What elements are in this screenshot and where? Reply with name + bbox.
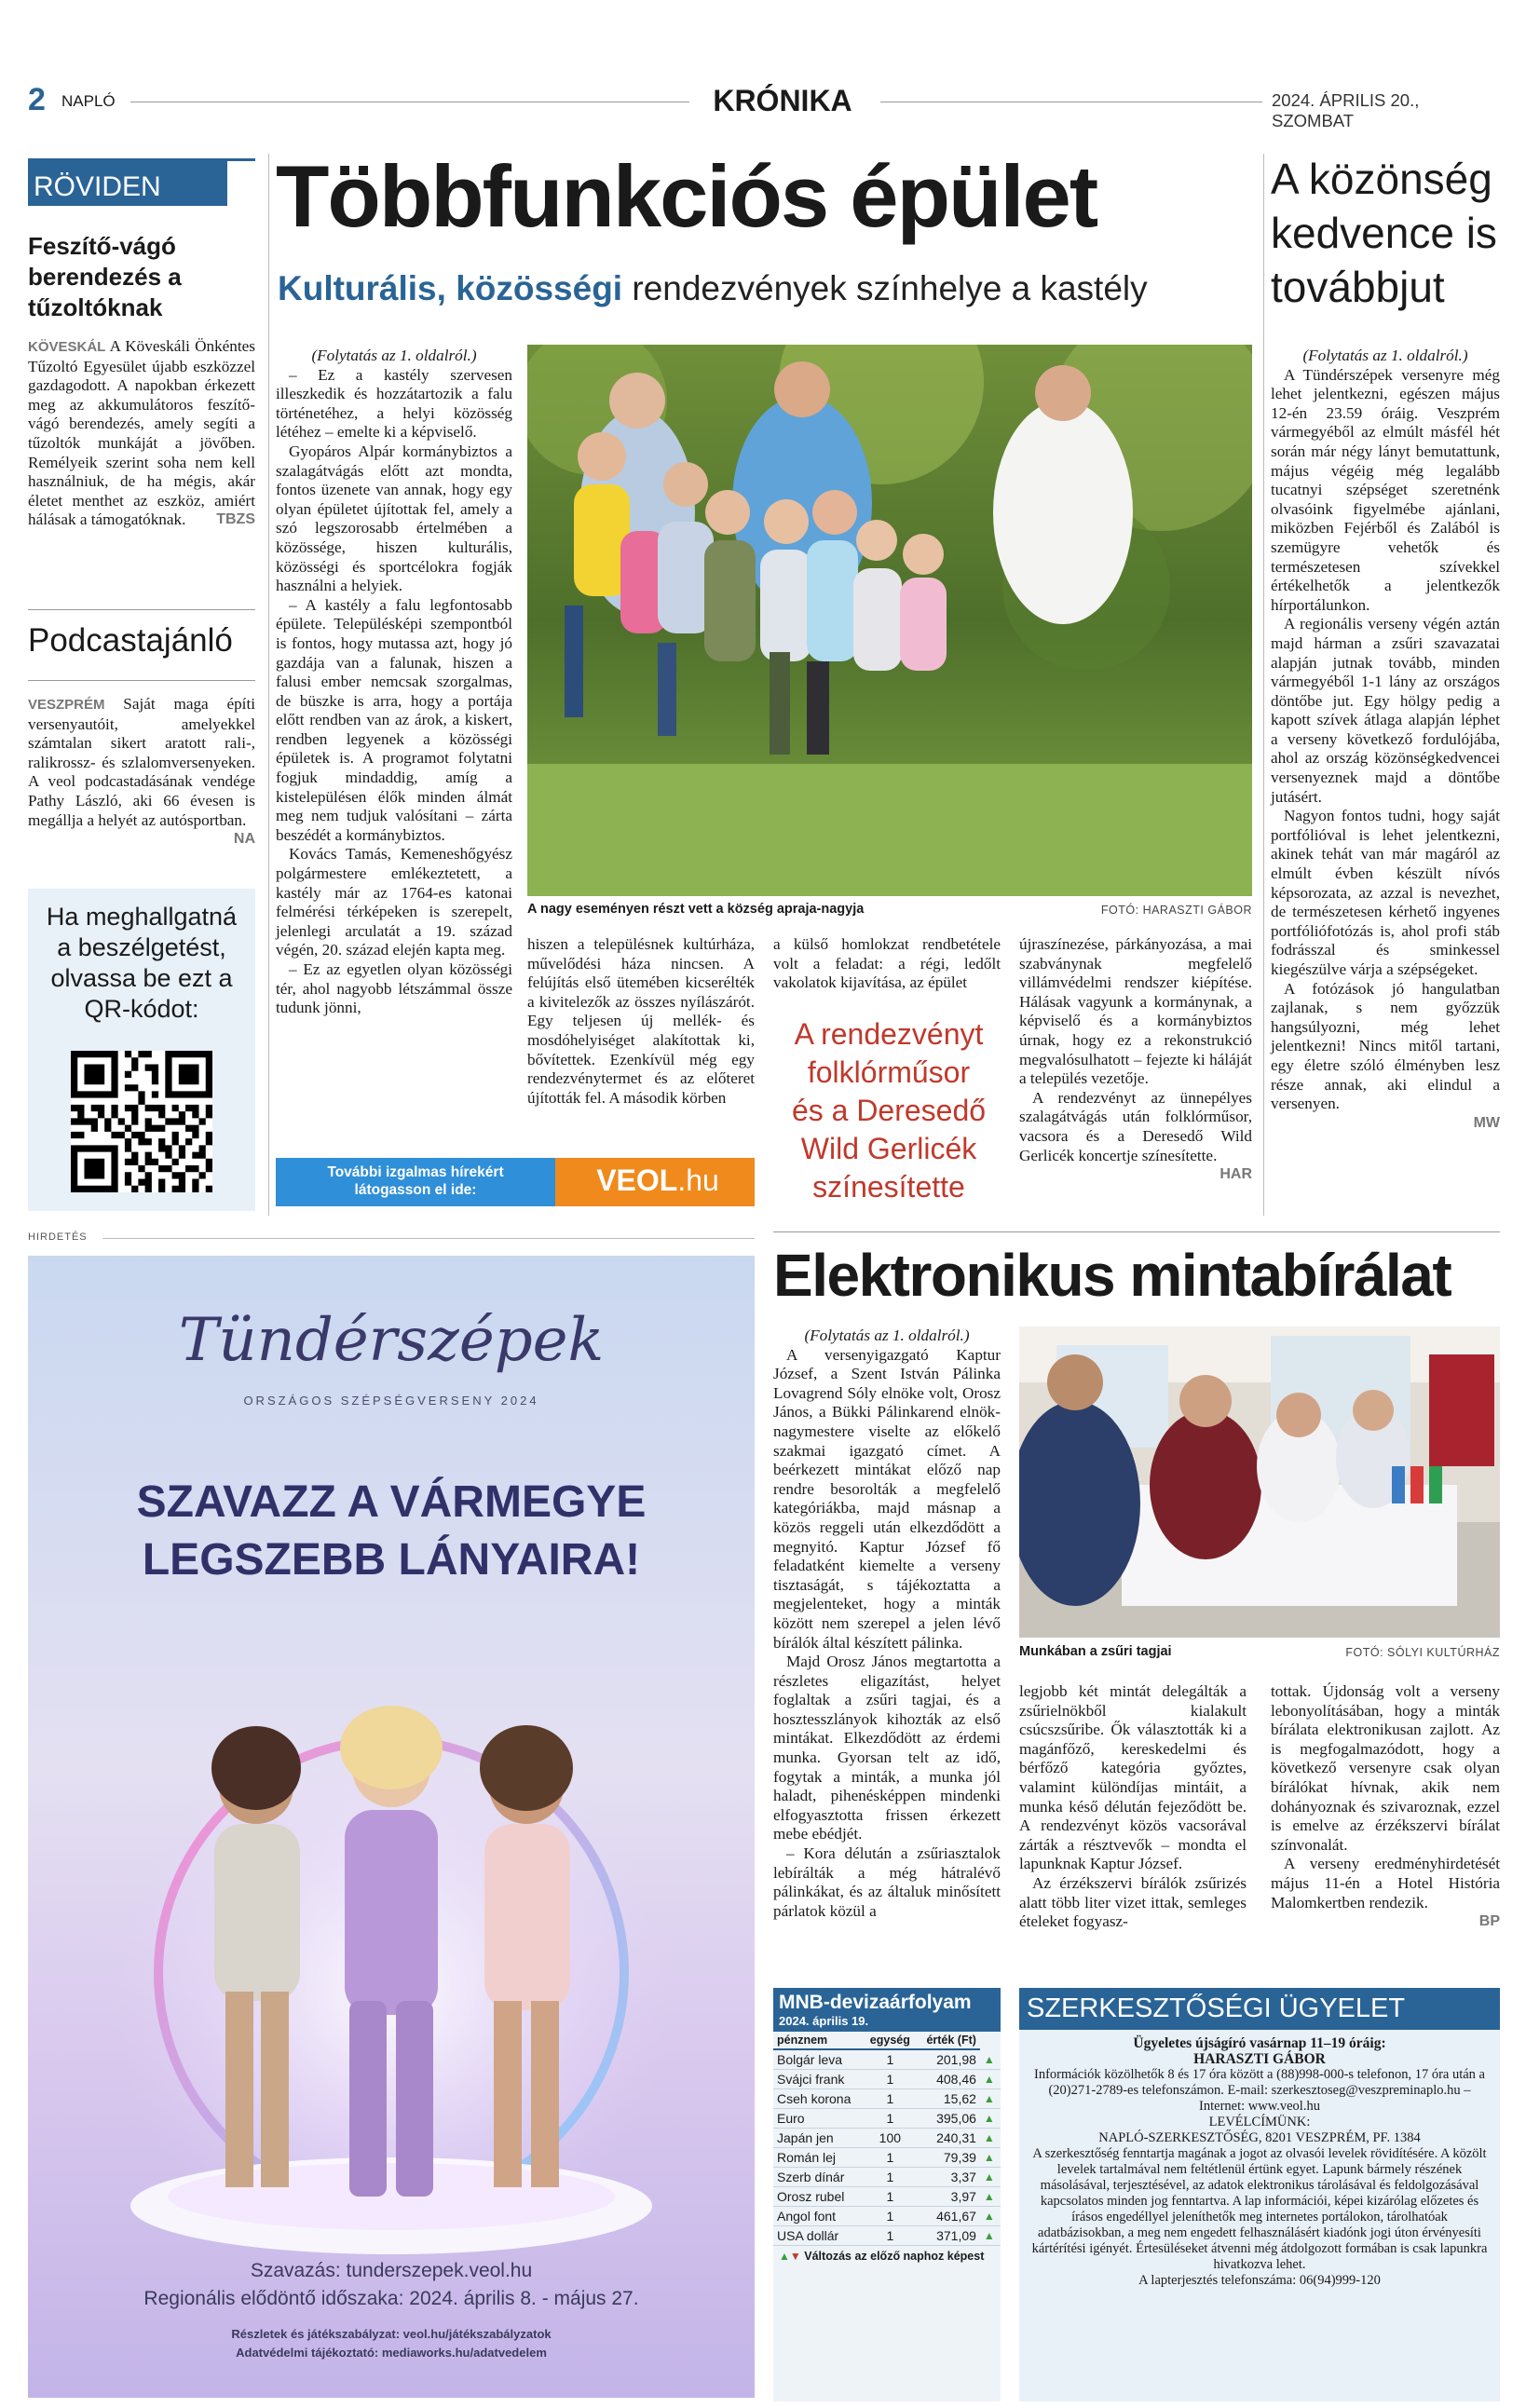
- up-arrow-icon: ▲: [980, 2129, 1001, 2148]
- fx-value: 3,37: [917, 2168, 980, 2187]
- right-article: (Folytatás az 1. oldalról.) A Tündérszépek versenyre még lehet jelentkezni, egészen május 12-én 23.59 óráig. Veszprém vármegyéből az elmúlt másfél hét során már négy lányt bemutattunk, május végéig még legalább tucatnyi szépséget szeretnénk olvasóink figyelmébe ajánlani, miközben Fejérből és Zalából is szemügyre vehetők és természetesen szívekkel értékelhetők a jelentkezők hírportálunkon. A regionális verseny végén aztán majd hárman a zsűri szavazatai alapján jutnak tovább, minden vármegyéből 1-1 lány az országos döntőbe jut. Egy hölgy pedig a kapott szívek átlaga alapján léphet a verseny következő fordulójába, ahol az ország közönségkedvencei versenyeznek majd a döntőbe jutásért. Nagyon fontos tudni, hogy saját portfólióval is lehet jelentkezni, akinek tehát van már magáról az elmúlt évben készült nívós képsorozata, az azzal is nevezhet, de természetesen kérhető ingyenes portfóliófotózás is, ahol profi stáb fodrásszal és sminkessel kiegészülve várja a szépségeket. A fotózások jó hangulatban zajlanak, s nem győzzük hangsúlyozni, még lehet jelentkezni! Nincs mitől tartani, egy életre szóló élményben lesz része annak, aki elindul a versenyen. MW: [1271, 347, 1500, 1131]
- qr-code-icon[interactable]: [71, 1051, 212, 1192]
- podcast-article: VESZPRÉM Saját maga építi versenyautóit, amelyekkel számtalan sikert aratott rali-, ralikrossz- és szlalomversenyeken. A veol podcastadásának vendége Pathy László, aki 66 évesen is megállja a helyét az autósportban. NA: [28, 695, 255, 848]
- fx-row: [773, 2187, 1001, 2207]
- jury-photo-image: [1019, 1326, 1500, 1638]
- fx-currency: Japán jen: [773, 2129, 864, 2148]
- jury-photo-caption: Munkában a zsűri tagjai: [1019, 1644, 1172, 1659]
- up-arrow-icon: ▲: [980, 2109, 1001, 2129]
- fx-unit: 1: [864, 2168, 917, 2187]
- main-subhead: Kulturális, közösségi rendezvények színhelye a kastély: [278, 269, 1148, 307]
- page-number: 2: [28, 82, 46, 117]
- section-title: KRÓNIKA: [713, 84, 852, 117]
- ad-logo: Tündérszépek: [178, 1306, 605, 1375]
- fx-value: 408,46: [917, 2070, 980, 2089]
- fx-row: [773, 2168, 1001, 2187]
- up-arrow-icon: ▲: [980, 2168, 1001, 2187]
- elektronikus-col1: (Folytatás az 1. oldalról.) A versenyigazgató Kaptur József, a Szent István Pálinka Lovagrend Sóly elnöke volt, Orosz János, a Bükki Pálinkarend elnök-nagymestere viselte az előkelő szakmai igazgató címet. A beérkezett mintákat előző nap rendre besorolták a megfelelő kategóriákba, majd másnap a közös reggeli után elkezdődött a megnyitó. Kaptur József fő feladatként kiemelte a verseny tisztaságát, s tájékoztatta a megjelenteket, hogy a minták között nem szerepel a jelen lévő bírálók által készített pálinka. Majd Orosz János megtartotta a részletes eligazítást, helyet foglaltak a zsűri tagjai, és a hosztesszlányok kihozták az első mintákat. Elkezdődött az érdemi munka. Gyorsan telt az idő, fogytak a minták, a munka jól haladt, pihenésképpen mindenki elfogyasztotta frissen érkezett mebe ebédjét. – Kora délután a zsűriasztalok lebírálták a még hátralévő pálinkákat, és az általuk minősített párlatok közül a: [773, 1326, 1001, 1920]
- ad-vote-url[interactable]: Szavazás: tunderszepek.veol.hu: [250, 2260, 533, 2281]
- paper-name: NAPLÓ: [61, 92, 116, 110]
- qr-box: [28, 889, 255, 1211]
- roviden-label: RÖVIDEN: [28, 158, 255, 218]
- up-arrow-icon: ▲: [980, 2070, 1001, 2089]
- fx-unit: 1: [864, 2089, 917, 2109]
- fx-value: 79,39: [917, 2148, 980, 2168]
- up-arrow-icon: ▲: [980, 2148, 1001, 2168]
- main-pullquote: A rendezvényt folklórműsor és a Deresedő Wild Gerlicék színesítette: [791, 1017, 987, 1204]
- main-headline: Többfunkciós épület: [276, 147, 1097, 245]
- fx-unit: 1: [864, 2207, 917, 2226]
- issue-date: 2024. ÁPRILIS 20., SZOMBAT: [1272, 90, 1420, 130]
- fx-unit: 1: [864, 2070, 917, 2089]
- fx-value: 3,97: [917, 2187, 980, 2207]
- fx-row: [773, 2148, 1001, 2168]
- veol-logo: VEOL.hu: [596, 1163, 719, 1197]
- fx-currency: Szerb dínár: [773, 2168, 864, 2187]
- main-col3: a külső homlokzat rendbetétele volt a feladat: a régi, ledőlt vakolatok kijavítása, az épület: [773, 935, 1001, 992]
- up-arrow-icon: ▲: [980, 2207, 1001, 2226]
- jury-photo: [1019, 1326, 1500, 1638]
- up-arrow-icon: ▲: [980, 2049, 1001, 2070]
- fx-value: 201,98: [917, 2049, 980, 2070]
- elektronikus-col2: legjobb két mintát delegálták a zsűrielnökből kialakult csúcszsűribe. Ők választották ki a magánfőző, kereskedelmi és bérfőző kategória győztes, valamint különdíjas mintáit, a munka késő délután fejeződött be. A rendezvényt közös vacsorával zárták a résztvevők – mondta el lapunknak Kaptur József. Az érzékszervi bírálók zsűrizés alatt több liter vizet ittak, semleges ételeket fogyasz-: [1019, 1682, 1247, 1931]
- fx-value: 15,62: [917, 2089, 980, 2109]
- fx-currency: Bolgár leva: [773, 2049, 864, 2070]
- up-arrow-icon: ▲: [980, 2187, 1001, 2207]
- fx-value: 461,67: [917, 2207, 980, 2226]
- fx-row: [773, 2207, 1001, 2226]
- elektronikus-headline: Elektronikus mintabírálat: [773, 1242, 1451, 1309]
- fx-row: [773, 2049, 1001, 2070]
- fx-unit: 1: [864, 2226, 917, 2246]
- tunderszepek-ad[interactable]: [28, 1256, 755, 2398]
- elektronikus-col3: tottak. Újdonság volt a verseny lebonyolításában, hogy a minták bírálata elektronikusan zajlott. Az is megfogalmazódott, hogy a következő versenyre csak olyan bírálókat hívnak, akik nem dohányoznak és szivaroznak, ezzel is emelve az érzékszervi bírálat színvonalát. A verseny eredményhirdetését május 11-én a Hotel Históriа Malomkertben rendezik. BP: [1271, 1682, 1500, 1930]
- ugyelet-box: SZERKESZTŐSÉGI ÜGYELET Ügyeletes újságíró vasárnap 11–19 óráig: HARASZTI GÁBOR Információk közölhetők 8 és 17 óra között a (88)998-000-s telefonon, 17 óra után a (20)271-2789-es telefonszámon. E-mail: szerkesztoseg@veszpreminaplo.hu – Internet: www.veol.hu LEVÉLCÍMÜNK: NAPLÓ-SZERKESZTŐSÉG, 8201 VESZPRÉM, PF. 1384 A szerkesztőség fenntartja magának a jogot az olvasói levelek rövidítésére. A közölt levelek tartalmával nem feltétlenül értünk egyet. Lapunk bármely részének másolásával, terjesztésével, az adatok elektronikus tárolásával és feldolgozásával kapcsolatos minden jog fenntartva. A lap információi, képei kizárólag előzetes és írásos engedéllyel jeleníthetők meg internetes portálokon, tárolhatóak adatbázisokban, a meg nem engedett felhasználásért kiadónk jogi úton érvényesíti kártérítési igényét. Értesüléseket átvenni még átdolgozott formában is csak lapunkra hivatkozva lehet. A lapterjesztés telefonszáma: 06(94)999-120: [1019, 1988, 1500, 2401]
- fx-title: MNB-devizaárfolyam: [773, 1988, 1001, 2014]
- fx-unit: 1: [864, 2049, 917, 2070]
- fx-unit: 100: [864, 2129, 917, 2148]
- veol-banner[interactable]: [276, 1158, 755, 1206]
- veol-banner-text: További izgalmas hírekért látogasson el ide:: [327, 1164, 504, 1198]
- main-photo-credit: FOTÓ: HARASZTI GÁBOR: [1100, 904, 1252, 917]
- right-headline: A közönség kedvence is továbbjut: [1271, 155, 1497, 311]
- ad-label: HIRDETÉS: [28, 1231, 88, 1243]
- ugyelet-title: SZERKESZTŐSÉGI ÜGYELET: [1019, 1988, 1500, 2030]
- fx-currency: Román lej: [773, 2148, 864, 2168]
- fx-currency: Cseh korona: [773, 2089, 864, 2109]
- fx-currency: Orosz rubel: [773, 2187, 864, 2207]
- fx-row: [773, 2070, 1001, 2089]
- fx-currency: Angol font: [773, 2207, 864, 2226]
- fx-row: [773, 2226, 1001, 2246]
- fx-unit: 1: [864, 2187, 917, 2207]
- fx-row: [773, 2129, 1001, 2148]
- fx-currency: Euro: [773, 2109, 864, 2129]
- jury-photo-credit: FOTÓ: SÓLYI KULTÚRHÁZ: [1345, 1646, 1500, 1659]
- fx-table: pénznem egység érték (Ft) Bolgár leva 1 201,98 ▲ Svájci frank 1 408,46 ▲ Cseh korona 1 15,62 ▲ Euro 1 395,06 ▲ Japán jen 100 240,31 ▲ Román lej 1 79,39 ▲ Szerb dínár 1 3,37 ▲ Orosz rubel 1 3,97 ▲ Angol font 1 461,67 ▲ USA dollár 1 371,09 ▲: [773, 2032, 1001, 2246]
- ad-fine-print-2: Adatvédelmi tájékoztató: mediaworks.hu/adatvedelem: [236, 2346, 547, 2360]
- main-col4: újraszínezése, párkányozása, a mai szabványnak megfelelő villámvédelmi rendszer kiépítése. Hálásak vagyunk a kormánynak, a képviselő és a kormánybiztos úrnak, hogy ez a rekonstrukció megvalósulhatott – fejezte ki háláját a település vezetője. A rendezvényt az ünnepélyes szalagátvágás után folklórműsor, vacsora és a Deresedő Wild Gerlicék koncertje színesítette. HAR: [1019, 935, 1252, 1183]
- ad-fine-print-1: Részletek és játékszabályzat: veol.hu/játékszabályzatok: [231, 2327, 552, 2341]
- page-header: [28, 82, 1498, 130]
- fx-currency: Svájci frank: [773, 2070, 864, 2089]
- ad-stage-illustration: [28, 1628, 755, 2336]
- fx-value: 240,31: [917, 2129, 980, 2148]
- fx-value: 395,06: [917, 2109, 980, 2129]
- fx-footnote: ▲▼ Változás az előző naphoz képest: [779, 2250, 985, 2263]
- fx-row: [773, 2109, 1001, 2129]
- main-photo-caption: A nagy eseményen részt vett a község apraja-nagyja: [527, 902, 865, 917]
- roviden-article: KÖVESKÁL A Köveskáli Önkéntes Tűzoltó Egyesület újabb eszközzel gazdagodott. A napokban érkezett meg az akkumulátoros feszítő-vágó berendezés, amely segíti a tűzoltók munkáját a jövőben. Remélyeik szerint soha nem kell használniuk, de ha mégis, akár életet menthet az eszköz, amiért hálásak a támogatóknak. TBZS: [28, 337, 255, 529]
- fx-value: 371,09: [917, 2226, 980, 2246]
- fx-row: [773, 2089, 1001, 2109]
- qr-box-text: Ha meghallgatná a beszélgetést, olvassa be ezt a QR-kódot:: [46, 903, 238, 1023]
- up-arrow-icon: ▲: [980, 2089, 1001, 2109]
- up-arrow-icon: ▲: [980, 2226, 1001, 2246]
- roviden-headline: Feszítő-vágó berendezés a tűzoltóknak: [28, 232, 182, 321]
- fx-unit: 1: [864, 2148, 917, 2168]
- main-col2: hiszen a településnek kultúrháza, művelődési háza nincsen. A felújítás első ütemében kicserélték a kivitelezők az összes nyílászárót. Egy teljesen új mellék- és mosdóhelyiséget alakítottak ki, bővítettek. Ezenkívül még egy rendezvénytermet és az előteret újították fel. A második körben: [527, 935, 755, 1107]
- children-photo-image: [527, 345, 1252, 896]
- fx-unit: 1: [864, 2109, 917, 2129]
- ad-logo-sub: ORSZÁGOS SZÉPSÉGVERSENY 2024: [243, 1394, 539, 1408]
- fx-currency: USA dollár: [773, 2226, 864, 2246]
- ad-period: Regionális elődöntő időszaka: 2024. április 8. - május 27.: [143, 2288, 639, 2309]
- podcast-title: Podcastajánló: [28, 622, 233, 659]
- main-col1: (Folytatás az 1. oldalról.) – Ez a kastély szervesen illeszkedik és hozzátartozik a falu történetéhez, a helyi közösség létéhez – emelte ki a képviselő. Gyopáros Alpár kormánybiztos a szalagátvágás előtt azt mondta, fontos üzenete van annak, hogy egy olyan épületet újítottak fel, amely a szó legszorosabb értelmében a közössége, hiszen kulturális, közösségi és sportcélokra fogják használni a helyiek. – A kastély a falu legfontosabb épülete. Településképi szempontból is fontos, hogy mutassa azt, hogy jó gazdája van a falunak, hiszen a falusi ember nemcsak szorgalmas, de büszke is arra, hogy a portája előtt rendben van az árok, a kiskert, rendben legyenek a közösségi épületek is. A programot folytatni fogjuk mindaddig, amíg a kistelepülésen élők minden álmát meg nem tudjuk valósítani – zárta beszédét a kormánybiztos. Kovács Tamás, Kemeneshőgyész polgármestere emlékeztetett, a kastély már az 1764-es katonai felmérési térképeken is szerepelt, jelenlegi arculatát a 19. század végén, 20. század elején kapta meg. – Ez az egyetlen olyan közösségi tér, ahol nagyobb létszámmal össze tudunk jönni,: [276, 347, 512, 1017]
- ad-headline: SZAVAZZ A VÁRMEGYE LEGSZEBB LÁNYAIRA!: [136, 1477, 647, 1585]
- fx-date: 2024. április 19.: [773, 2014, 1001, 2032]
- fx-box: [773, 1988, 1001, 2401]
- main-photo: [527, 345, 1252, 896]
